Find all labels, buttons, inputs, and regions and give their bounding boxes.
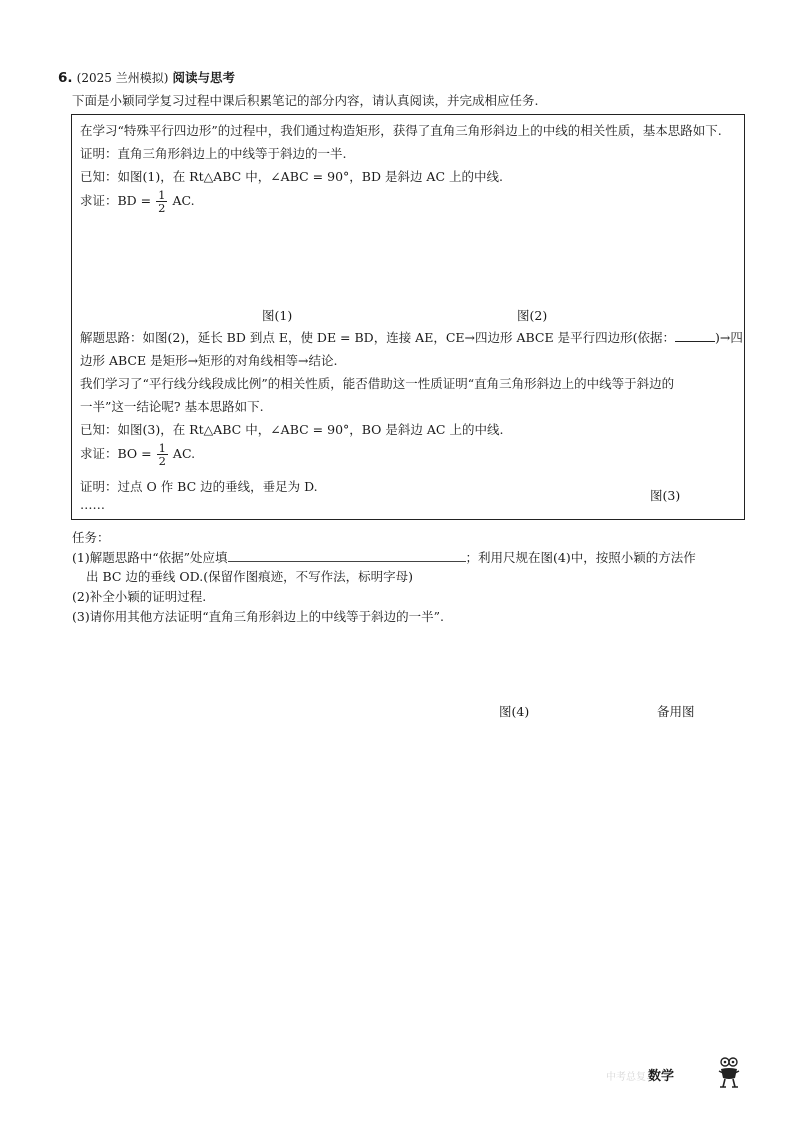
notes-box	[71, 114, 745, 520]
prove-1-prefix: 求证：BD =	[80, 193, 152, 208]
question-type: 阅读与思考	[172, 70, 236, 85]
notes-given-1: 已知：如图(1)，在 Rt△ABC 中，∠ABC = 90°，BD 是斜边 AC 上的中线.	[80, 169, 503, 184]
figure-4-caption: 图(4)	[499, 704, 530, 719]
notes-idea-1: 解题思路：如图(2)，延长 BD 到点 E，使 DE = BD，连接 AE，CE→四边形 ABCE 是平行四边形(依据： )→四	[80, 330, 743, 345]
question-header	[58, 68, 235, 86]
spare-figure-caption: 备用图	[657, 704, 695, 719]
prove-1-suffix: AC.	[172, 193, 195, 208]
notes-given-2: 已知：如图(3)，在 Rt△ABC 中，∠ABC = 90°，BO 是斜边 AC 上的中线.	[80, 422, 504, 437]
question-intro: 下面是小颖同学复习过程中课后积累笔记的部分内容，请认真阅读，并完成相应任务.	[72, 93, 539, 108]
figure-2-caption: 图(2)	[517, 308, 548, 323]
footer-faint-text: 中考总复习	[606, 1072, 656, 1083]
notes-prove-1	[80, 189, 195, 214]
figure-1-caption: 图(1)	[262, 308, 293, 323]
fraction-half: $\frac{1}{2}$	[158, 188, 166, 215]
notes-think-1: 我们学习了“平行线分线段成比例”的相关性质，能否借助这一性质证明“直角三角形斜边上的中线等于斜边的	[80, 376, 675, 391]
task-1-continued: 出 BC 边的垂线 OD.(保留作图痕迹，不写作法，标明字母)	[86, 569, 413, 584]
notes-idea-2: 边形 ABCE 是矩形→矩形的对角线相等→结论.	[80, 353, 338, 368]
fraction-half-2: $\frac{1}{2}$	[158, 441, 166, 468]
notes-proof-start: 证明：过点 O 作 BC 边的垂线，垂足为 D.	[80, 479, 318, 494]
notes-prove-2	[80, 442, 195, 467]
prove-2-prefix: 求证：BO =	[80, 446, 152, 461]
task-1: (1)解题思路中“依据”处应填 ；利用尺规在图(4)中，按照小颖的方法作	[72, 550, 696, 565]
prove-2-suffix: AC.	[172, 446, 196, 461]
footer-subject: 数学	[648, 1069, 675, 1084]
tasks-heading: 任务：	[72, 530, 110, 545]
task-2: (2)补全小颖的证明过程.	[72, 589, 207, 604]
figure-3-caption: 图(3)	[650, 488, 681, 503]
notes-think-2: 一半”这一结论呢? 基本思路如下.	[80, 399, 264, 414]
notes-line-1: 在学习“特殊平行四边形”的过程中，我们通过构造矩形，获得了直角三角形斜边上的中线的相关性质，基本思路如下.	[80, 123, 722, 138]
notes-ellipsis: ……	[80, 497, 105, 512]
task-1-answer-blank[interactable]	[228, 549, 466, 562]
notes-line-2: 证明：直角三角形斜边上的中线等于斜边的一半.	[80, 146, 347, 161]
question-source: (2025 兰州模拟)	[76, 71, 169, 85]
task-3: (3)请你用其他方法证明“直角三角形斜边上的中线等于斜边的一半”.	[72, 609, 444, 624]
question-number: 6.	[58, 70, 73, 86]
basis-blank	[675, 329, 715, 342]
mascot-icon	[716, 1056, 742, 1090]
